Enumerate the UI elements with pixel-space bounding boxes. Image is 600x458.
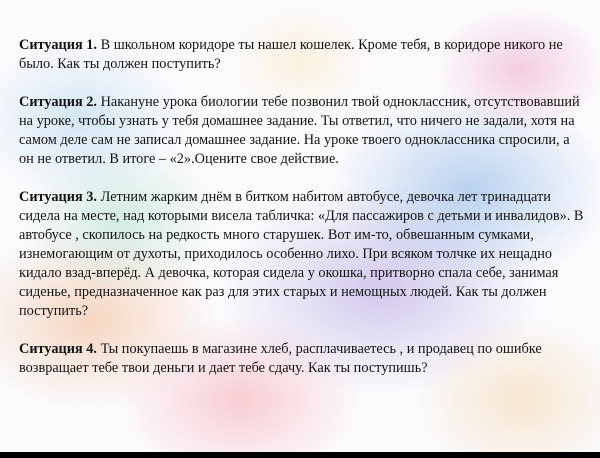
- situation-2-title: Ситуация 2.: [19, 94, 98, 110]
- situation-4-title: Ситуация 4.: [19, 341, 98, 357]
- situation-4-text: Ты покупаешь в магазине хлеб, расплачиваетесь , и продавец по ошибке возвращает тебе твои деньги и дает тебе сдачу. Как ты поступишь?: [19, 341, 542, 376]
- situation-3-text: Летним жарким днём в битком набитом автобусе, девочка лет тринадцати сидела на месте, над которыми висела табличка: «Для пассажиров с детьми и инвалидов». В автобусе , скопилось на редкость много старушек. Вот им-то, обвешанным сумками, изнемогающим от духоты, приходилось особенно лихо. При всяком толчке их нещадно кидало взад-вперёд. А девочка, которая сидела у окошка, притворно спала себе, занимая сиденье, предназначенное как раз для этих старых и немощных людей. Как ты должен поступить?: [19, 189, 584, 319]
- situation-1: [19, 36, 587, 74]
- situation-2-text: Накануне урока биологии тебе позвонил твой одноклассник, отсутствовавший на уроке, чтобы узнать у тебя домашнее задание. Ты ответил, что ничего не задали, хотя на самом деле сам не записал домашнее задание. На уроке твоего одноклассника спросили, а он не ответил. В итоге – «2».Оцените свое действие.: [19, 94, 580, 167]
- situation-3-title: Ситуация 3.: [19, 189, 98, 205]
- situation-1-text: В школьном коридоре ты нашел кошелек. Кроме тебя, в коридоре никого не было. Как ты должен поступить?: [19, 37, 563, 72]
- situation-2: [19, 93, 587, 169]
- situation-1-title: Ситуация 1.: [19, 37, 98, 53]
- bottom-frame-border: [0, 452, 600, 458]
- situation-3: [19, 188, 587, 321]
- situation-4: [19, 340, 587, 378]
- situations-list: [19, 36, 587, 397]
